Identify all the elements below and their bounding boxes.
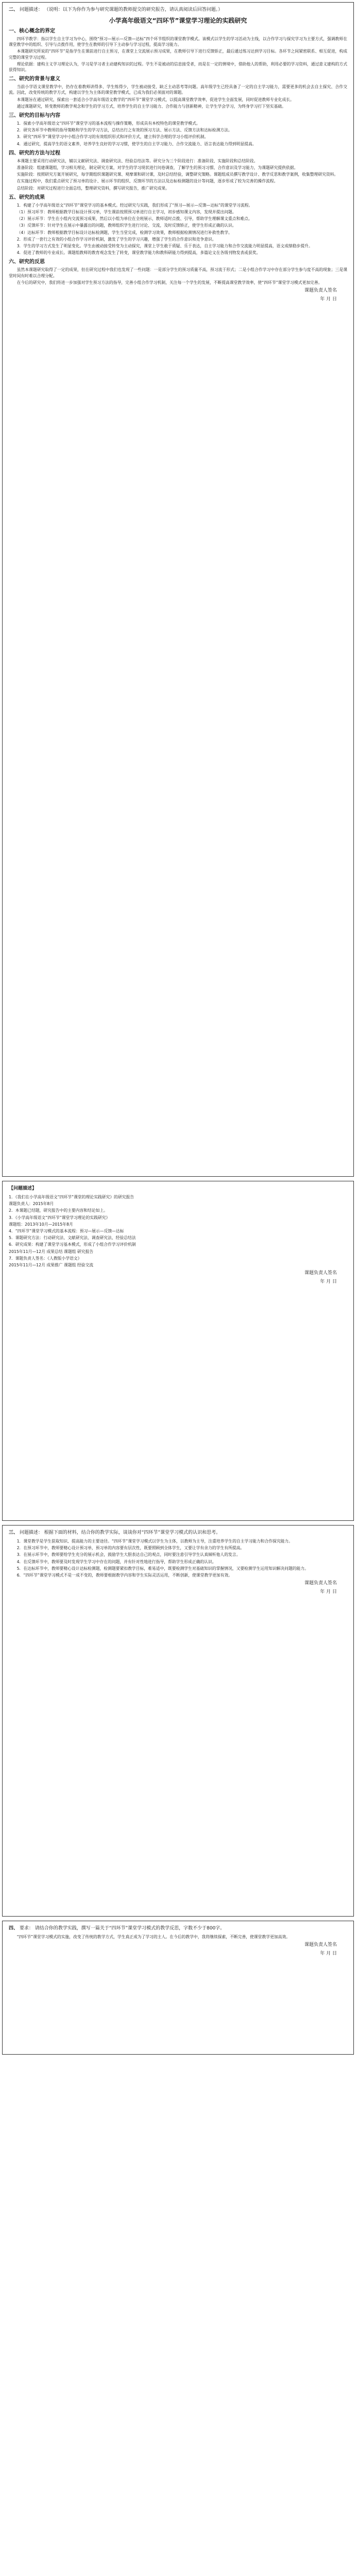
question-label: 问题描述： [19, 1530, 43, 1535]
signature-line: 课题负责人签名 [304, 1270, 337, 1276]
paragraph: 1．探索小学高年级语文“四环节”课堂学习的基本流程与操作策略，形成具有本校特色的课堂教学模式。 [16, 121, 200, 126]
paragraph: 当前小学语文课堂教学中，仍存在着教师讲得多、学生练得少，学生被动接受、缺乏主动思考等问题。高年级学生已经具备了一定的自主学习能力，需要更多的机会去自主探究、合作交流。因此，改变传统的教学方式，构建以学生为主体的课堂教学模式，已成为我们必须面对的课题。 [9, 84, 347, 95]
paragraph: 四环节教学：指以学生自主学习为中心，围绕“预习—展示—反馈—达标”四个环节组织的课堂教学模式。该模式以学生的学习活动为主线，以合作学习与探究学习为主要方式，强调教师在课堂教学中的组织、引导与点拨作用，使学生在教师的引导下主动参与学习过程，提高学习能力。 [9, 37, 347, 47]
signature-line: 课题负责人签名 [304, 1942, 337, 1948]
date-line: 年 月 日 [320, 297, 337, 302]
paragraph: 3．学生的学习方式发生了明显变化。学生由被动接受转变为主动探究，课堂上学生敢于质疑、乐于表达，自主学习能力和合作交流能力明显提高，语文成绩稳步提升。 [16, 244, 313, 249]
report-title: 小学高年级语文“四环节”课堂学习理论的实践研究 [109, 17, 247, 24]
question-header [9, 1925, 347, 1932]
paragraph: 在实施过程中，我们重点研究了预习单的设计、展示环节的组织、反馈环节的方法以及达标检测题的设计等问题，逐步形成了较为完善的操作流程。 [16, 179, 278, 184]
list-item: 课题负责人：2015年8月 [9, 1201, 54, 1207]
question-label: 问题描述： [19, 7, 43, 12]
question-header [9, 1185, 347, 1192]
question-number: 【问题描述】 [9, 1186, 37, 1191]
section-heading: 四、研究的方法与过程 [9, 150, 60, 156]
paragraph: “四环节”课堂学习模式的实施，改变了传统的教学方式，学生真正成为了学习的主人。在今后的教学中，我将继续探索，不断完善，使课堂教学更加高效。 [16, 1935, 291, 1939]
list-item: 6．研究成果：构建了课堂学习基本模式，形成了小组合作学习评价机制 [9, 1242, 136, 1247]
question-number: 三、 [9, 1530, 19, 1535]
paragraph: 5．在达标环节中，教师要精心设计达标检测题，检测题要紧扣教学目标，难易适中，既要检测学生对基础知识的掌握情况，又要检测学生运用知识解决问题的能力。 [16, 1566, 309, 1571]
list-item: 7．课题负责人签名：《人教版小学语文》 [9, 1256, 82, 1261]
question-block-4 [2, 1921, 354, 2055]
paragraph: 本课题研究所说的“四环节”是指学生在课前进行自主预习，在课堂上交流展示预习成果，在教师引导下进行反馈矫正，最后通过练习达到学习目标。各环节之间紧密联系、相互促进，构成完整的课堂学习过程。 [9, 49, 347, 60]
signature-line: 课题负责人签名 [304, 288, 337, 294]
date-line: 年 月 日 [320, 1279, 337, 1285]
paragraph: （1）预习环节：教师根据教学目标设计预习单，学生课前按照预习单进行自主学习，初步感知课文内容，发现并提出问题。 [16, 210, 236, 215]
question-block-3 [2, 1525, 354, 1917]
section-heading: 五、研究的成果 [9, 194, 45, 200]
question-block-1 [2, 2, 354, 1177]
list-item: 课题组：2013年10月—2015年8月 [9, 1222, 73, 1227]
paragraph: 实施阶段：按照研究方案开展研究，每学期组织课题研究课、观摩课和研讨课，及时总结经验，调整研究策略。课题组成员撰写教学设计、教学反思和教学案例，收集整理研究资料。 [16, 172, 338, 177]
paragraph: （3）反馈环节：针对学生在展示中暴露出的问题，教师组织学生进行讨论、交流，及时反馈矫正，使学生形成正确的认识。 [16, 223, 236, 228]
paragraph: 本课题旨在通过研究，探索出一套适合小学高年级语文教学的“四环节”课堂学习模式，以提高课堂教学效率，促进学生全面发展，同时促进教师专业化成长。 [16, 97, 294, 102]
paragraph: 4．在反馈环节中，教师要及时发现学生学习中存在的问题，并有针对性地进行指导，帮助学生形成正确的认识。 [16, 1559, 216, 1564]
question-text: （说明：以下为你作为参与研究课题的教师提交的研究报告，请认真阅读后回答问题。） [44, 7, 223, 12]
paragraph: （2）展示环节：学生在小组内交流预习成果，然后以小组为单位在全班展示，教师适时点拨、引导，帮助学生理解课文重点和难点。 [16, 216, 252, 222]
paragraph: 2．形成了一套行之有效的小组合作学习评价机制，激发了学生的学习兴趣，增强了学生的合作意识和竞争意识。 [16, 236, 216, 242]
question-text: 根据下面的材料，结合你的教学实际，谈谈你对“四环节”课堂学习模式的认识和思考。 [44, 1530, 221, 1535]
paragraph: 2．在预习环节中，教师要精心设计预习单，预习单的内容要有层次性，既要照顾到全体学生，又要让学有余力的学生有所提高。 [16, 1546, 245, 1551]
paragraph: 6．“四环节”课堂学习模式不是一成不变的，教师要根据教学内容和学生实际灵活运用，不断创新，使课堂教学更加有效。 [16, 1573, 233, 1578]
report-sections [9, 28, 347, 285]
question-number: 四、 [9, 1926, 19, 1931]
question-header [9, 1530, 347, 1536]
signature-line: 课题负责人签名 [304, 1581, 337, 1586]
list-item: 5．课题研究方法：行动研究法、文献研究法、调查研究法、经验总结法 [9, 1235, 136, 1241]
section-heading: 二、研究的背景与意义 [9, 76, 60, 82]
paragraph: 准备阶段：组建课题组，学习相关理论，制定研究方案，对学生的学习现状进行问卷调查，了解学生的预习习惯、合作意识及学习能力，为课题研究提供依据。 [16, 165, 298, 171]
paragraph: 3．在展示环节中，教师要给学生充分的展示机会，鼓励学生大胆表达自己的观点，同时要注意引导学生认真倾听他人的发言。 [16, 1552, 241, 1557]
section-heading: 六、研究的反思 [9, 259, 45, 265]
paragraph: 3．研究“四环节”课堂学习中小组合作学习的有效组织形式和评价方式，建立科学合理的学习小组评价机制。 [16, 134, 209, 140]
paragraph: 本课题主要采用行动研究法，辅以文献研究法、调查研究法、经验总结法等。研究分为三个阶段进行：准备阶段、实施阶段和总结阶段。 [16, 158, 258, 163]
list-item: 2015年11月—12月 成果总结 课题组 研究报告 [9, 1249, 94, 1254]
question-label: 要求： [19, 1926, 33, 1931]
paragraph: 4．促进了教师的专业成长。课题组教师的教育观念发生了转变，课堂教学能力和教科研能力得到提高，多篇论文在各级刊物发表或获奖。 [16, 250, 261, 256]
list-item: 4．“四环节”课堂学习模式的基本流程：预习—展示—反馈—达标 [9, 1229, 124, 1234]
paragraph: 在今后的研究中，我们将进一步加强对学生预习方法的指导，完善小组合作学习机制，关注每一个学生的发展，不断提高课堂教学效率，使“四环节”课堂学习模式更加完善。 [16, 280, 322, 285]
paragraph-list [9, 1934, 347, 1940]
question-number: 二、 [9, 7, 19, 12]
paragraph: 2．研究各环节中教师的指导策略和学生的学习方法，总结出行之有效的预习方法、展示方法、反馈方法和达标检测方法。 [16, 128, 232, 133]
item-list [9, 1194, 347, 1268]
paragraph: 4．通过研究，提高学生的语文素养，培养学生良好的学习习惯，使学生的自主学习能力、合作交流能力、语言表达能力得到明显提高。 [16, 141, 257, 146]
paragraph: （4）达标环节：教师根据教学目标设计达标检测题，学生当堂完成，检测学习效果，教师根据检测情况进行补救性教学。 [16, 230, 232, 235]
paragraph: 1．构建了小学高年级语文“四环节”课堂学习的基本模式。经过研究与实践，我们形成了“预习—展示—反馈—达标”的课堂学习流程。 [16, 202, 253, 208]
list-item: 2．本课题已结题，研究报告中的主要内容和结论如上。 [9, 1208, 108, 1213]
question-block-2 [2, 1181, 354, 1521]
paragraph: 通过课题研究，转变教师的教学观念和学生的学习方式，培养学生的自主学习能力、合作能力与创新精神，让学生学会学习，为终身学习打下坚实基础。 [16, 104, 286, 109]
question-header [9, 7, 347, 13]
paragraph-list [9, 1538, 347, 1578]
section-heading: 三、研究的目标与内容 [9, 113, 60, 119]
date-line: 年 月 日 [320, 1951, 337, 1957]
question-text: 请结合你的教学实践，撰写一篇关于“四环节”课堂学习模式的教学反思，字数不少于800字。 [35, 1926, 225, 1931]
section-heading: 一、核心概念的界定 [9, 28, 55, 34]
list-item: 2015年11月—12月 成果推广 课题组 经验交流 [9, 1263, 94, 1268]
paragraph: 总结阶段：对研究过程进行全面总结，整理研究资料，撰写研究报告，推广研究成果。 [16, 185, 169, 191]
date-line: 年 月 日 [320, 1589, 337, 1595]
list-item: 3．《小学高年级语文“四环节”课堂学习理论的实践研究》 [9, 1215, 110, 1220]
paragraph: 虽然本课题研究取得了一定的成果，但在研究过程中我们也发现了一些问题：一是部分学生的预习质量不高，预习流于形式；二是小组合作学习中存在部分学生参与度不高的现象；三是课堂时间有时难以合理分配。 [9, 267, 347, 278]
paragraph: 1．课堂教学是学生获取知识、提高能力的主要途径。“四环节”课堂学习模式以学生为主体，以教师为主导，注重培养学生的自主学习能力和合作探究能力。 [16, 1539, 293, 1544]
paragraph: 理论依据：建构主义学习理论认为，学习是学习者主动建构知识的过程。学生不是被动的信息接受者，而是在一定的情境中，借助他人的帮助，利用必要的学习资料，通过意义建构的方式获得知识。 [9, 61, 347, 73]
list-item: 1．《我们在小学高年级语文“四环节”课堂的理论实践研究》的研究报告 [9, 1195, 134, 1199]
